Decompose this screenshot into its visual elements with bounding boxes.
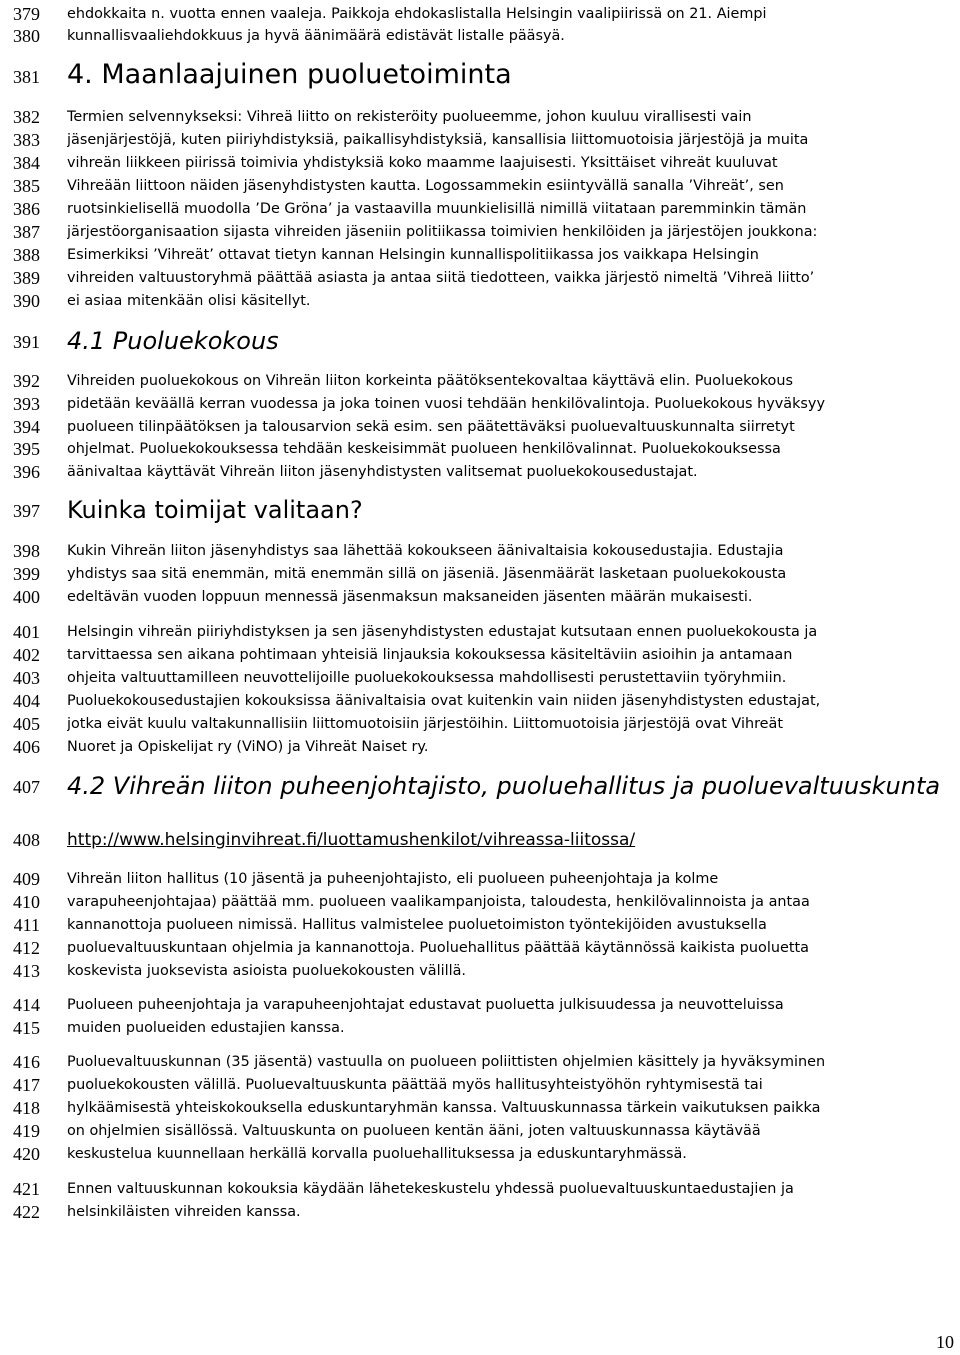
line-text: Vihreään liittoon näiden jäsenyhdistysten kautta. Logossammekin esiintyvällä sanalla ’Vihreät’, sen	[67, 178, 784, 194]
text-line	[0, 1119, 960, 1143]
line-number: 412	[13, 938, 40, 958]
text-line	[0, 689, 960, 713]
text-line	[0, 993, 960, 1017]
section-heading: 4. Maanlaajuinen puoluetoiminta	[67, 59, 512, 90]
line-text: ruotsinkielisellä muodolla ’De Gröna’ ja vastaavilla muunkielisillä nimillä viitataan paremminkin tämän	[67, 201, 807, 217]
line-text: edeltävän vuoden loppuun mennessä jäsenmaksun maksaneiden jäsenten määrän mukaisesti.	[67, 589, 753, 605]
text-line	[0, 105, 960, 129]
text-line	[0, 24, 960, 48]
line-number: 394	[13, 417, 40, 437]
text-line	[0, 735, 960, 759]
line-number: 379	[13, 4, 40, 24]
line-text: Ennen valtuuskunnan kokouksia käydään lähetekeskustelu yhdessä puoluevaltuuskuntaedustajien ja	[67, 1181, 794, 1197]
page-number: 10	[936, 1332, 954, 1352]
line-number: 382	[13, 107, 40, 127]
line-text: muiden puolueiden edustajien kanssa.	[67, 1020, 345, 1036]
text-line	[0, 913, 960, 937]
line-number: 421	[13, 1179, 40, 1199]
line-number: 416	[13, 1052, 40, 1072]
text-line	[0, 666, 960, 690]
text-line	[0, 959, 960, 983]
line-text: Nuoret ja Opiskelijat ry (ViNO) ja Vihreät Naiset ry.	[67, 739, 429, 755]
text-line	[0, 243, 960, 267]
line-number: 393	[13, 394, 40, 414]
text-line	[0, 712, 960, 736]
line-number: 385	[13, 176, 40, 196]
line-text: ohjeita valtuuttamilleen neuvottelijoille puoluekokouksessa mahdollisesti perustettaviin työryhmiin.	[67, 670, 787, 686]
line-number: 410	[13, 892, 40, 912]
text-line	[0, 460, 960, 484]
line-text: järjestöorganisaation sijasta vihreiden jäseniin politiikassa toimivien henkilöiden ja järjestöjen joukkona:	[67, 224, 818, 240]
subsection-heading: 4.1 Puoluekokous	[67, 327, 279, 355]
line-number: 408	[13, 830, 40, 850]
line-number: 402	[13, 645, 40, 665]
line-text: pidetään keväällä kerran vuodessa ja joka toinen vuosi tehdään henkilövalintoja. Puoluekokous hyväksyy	[67, 396, 825, 412]
text-line	[0, 620, 960, 644]
text-line	[0, 562, 960, 586]
line-text: äänivaltaa käyttävät Vihreän liiton jäsenyhdistysten valitsemat puoluekokousedustajat.	[67, 464, 698, 480]
line-number: 418	[13, 1098, 40, 1118]
line-number: 390	[13, 291, 40, 311]
text-line	[0, 890, 960, 914]
line-number: 414	[13, 995, 40, 1015]
line-number: 380	[13, 26, 40, 46]
line-text: varapuheenjohtajaa) päättää mm. puolueen vaalikampanjoista, taloudesta, henkilövalinnoista ja antaa	[67, 894, 810, 910]
line-text: hylkäämisestä yhteiskokouksella eduskuntaryhmän kanssa. Valtuuskunnassa tärkein vaikutuksen paikka	[67, 1100, 821, 1116]
section-heading-line	[0, 59, 960, 90]
line-text: keskustelua kuunnellaan herkällä korvalla puoluehallituksessa ja eduskuntaryhmässä.	[67, 1146, 687, 1162]
line-number: 422	[13, 1202, 40, 1222]
line-text: kannanottoja puolueen nimissä. Hallitus valmistelee puoluetoimiston työntekijöiden avustuksella	[67, 917, 767, 933]
line-text: on ohjelmien sisällössä. Valtuuskunta on puolueen kentän ääni, joten valtuuskunnassa käytävää	[67, 1123, 761, 1139]
subsection-heading-line	[0, 327, 960, 355]
text-line	[0, 1096, 960, 1120]
line-text: yhdistys saa sitä enemmän, mitä enemmän sillä on jäseniä. Jäsenmäärät lasketaan puoluekokousta	[67, 566, 787, 582]
line-text: kunnallisvaaliehdokkuus ja hyvä äänimäärä edistävät listalle pääsyä.	[67, 28, 565, 44]
line-number: 387	[13, 222, 40, 242]
text-line	[0, 289, 960, 313]
line-text: jotka eivät kuulu valtakunnallisiin liittomuotoisiin järjestöihin. Liittomuotoisia järjestöjä ovat Vihreät	[67, 716, 783, 732]
line-text: puoluevaltuuskuntaan ohjelmia ja kannanottoja. Puoluehallitus päättää käytännössä kaikista puoluetta	[67, 940, 809, 956]
line-text: helsinkiläisten vihreiden kanssa.	[67, 1204, 301, 1220]
line-number: 381	[13, 67, 40, 87]
line-number: 406	[13, 737, 40, 757]
question-heading: Kuinka toimijat valitaan?	[67, 496, 363, 524]
line-number: 396	[13, 462, 40, 482]
text-line	[0, 867, 960, 891]
line-text: ehdokkaita n. vuotta ennen vaaleja. Paikkoja ehdokaslistalla Helsingin vaalipiirissä on 21. Aiempi	[67, 6, 767, 22]
line-text: jäsenjärjestöjä, kuten piiriyhdistyksiä, paikallisyhdistyksiä, kansallisia liittomuotoisia järjestöjä ja muita	[67, 132, 809, 148]
text-line	[0, 2, 960, 26]
line-number: 411	[13, 915, 40, 935]
line-text: Puoluekokousedustajien kokouksissa äänivaltaisia ovat kuitenkin vain niiden jäsenyhdistysten edustajat,	[67, 693, 821, 709]
line-number: 404	[13, 691, 40, 711]
line-number: 407	[13, 777, 40, 797]
heading-line	[0, 496, 960, 524]
text-line	[0, 539, 960, 563]
text-line	[0, 437, 960, 461]
line-number: 409	[13, 869, 40, 889]
text-line	[0, 1016, 960, 1040]
text-line	[0, 1200, 960, 1224]
line-number: 389	[13, 268, 40, 288]
text-line	[0, 1073, 960, 1097]
text-line	[0, 415, 960, 439]
text-line	[0, 585, 960, 609]
line-text: vihreiden valtuustoryhmä päättää asiasta ja antaa siitä tiedotteen, vaikka järjestö nimeltä ’Vihreä liitto’	[67, 270, 815, 286]
line-text: ei asiaa mitenkään olisi käsitellyt.	[67, 293, 311, 309]
line-number: 400	[13, 587, 40, 607]
line-number: 392	[13, 371, 40, 391]
line-number: 405	[13, 714, 40, 734]
text-line	[0, 1177, 960, 1201]
line-text: Kukin Vihreän liiton jäsenyhdistys saa lähettää kokoukseen äänivaltaisia kokousedustajia. Edustajia	[67, 543, 784, 559]
text-line	[0, 174, 960, 198]
text-line	[0, 369, 960, 393]
line-number: 413	[13, 961, 40, 981]
line-text: Vihreän liiton hallitus (10 jäsentä ja puheenjohtajisto, eli puolueen puheenjohtaja ja kolme	[67, 871, 719, 887]
line-text: Esimerkiksi ’Vihreät’ ottavat tietyn kannan Helsingin kunnallispolitiikassa jos vaikkapa Helsingin	[67, 247, 759, 263]
text-line	[0, 197, 960, 221]
line-number: 391	[13, 332, 40, 352]
line-number: 384	[13, 153, 40, 173]
line-number: 383	[13, 130, 40, 150]
line-text: Termien selvennykseksi: Vihreä liitto on rekisteröity puolueemme, johon kuuluu virallisesti vain	[67, 109, 752, 125]
subsection-heading-line	[0, 772, 960, 800]
line-number: 397	[13, 501, 40, 521]
text-line	[0, 392, 960, 416]
line-number: 386	[13, 199, 40, 219]
line-text: tarvittaessa sen aikana pohtimaan yhteisiä linjauksia kokouksessa käsiteltäviin asioihin ja antamaan	[67, 647, 793, 663]
text-line	[0, 643, 960, 667]
line-text: vihreän liikkeen piirissä toimivia yhdistyksiä koko maamme laajuisesti. Yksittäiset vihreät kuuluvat	[67, 155, 778, 171]
text-line	[0, 128, 960, 152]
link-line	[0, 828, 960, 852]
line-number: 388	[13, 245, 40, 265]
line-number: 398	[13, 541, 40, 561]
line-number: 399	[13, 564, 40, 584]
text-line	[0, 1142, 960, 1166]
line-number: 403	[13, 668, 40, 688]
line-number: 401	[13, 622, 40, 642]
text-line	[0, 151, 960, 175]
text-line	[0, 266, 960, 290]
line-text: puolueen tilinpäätöksen ja talousarvion sekä esim. sen päätettäväksi puoluevaltuuskunnalta siirretyt	[67, 419, 795, 435]
line-number: 420	[13, 1144, 40, 1164]
text-line	[0, 936, 960, 960]
line-text: koskevista juoksevista asioista puoluekokousten välillä.	[67, 963, 466, 979]
line-number: 417	[13, 1075, 40, 1095]
line-text: Vihreiden puoluekokous on Vihreän liiton korkeinta päätöksentekovaltaa käyttävä elin. Puoluekokous	[67, 373, 793, 389]
line-text: puoluekokousten välillä. Puoluevaltuuskunta päättää myös hallitusyhteistyöhön ryhtymisestä tai	[67, 1077, 763, 1093]
line-number: 395	[13, 439, 40, 459]
text-line	[0, 1050, 960, 1074]
line-text: ohjelmat. Puoluekokouksessa tehdään keskeisimmät puolueen henkilövalinnat. Puoluekokouksessa	[67, 441, 781, 457]
text-line	[0, 220, 960, 244]
reference-link[interactable]: http://www.helsinginvihreat.fi/luottamushenkilot/vihreassa-liitossa/	[67, 830, 636, 850]
line-number: 419	[13, 1121, 40, 1141]
subsection-heading: 4.2 Vihreän liiton puheenjohtajisto, puoluehallitus ja puoluevaltuuskunta	[67, 772, 941, 800]
line-number: 415	[13, 1018, 40, 1038]
line-text: Puoluevaltuuskunnan (35 jäsentä) vastuulla on puolueen poliittisten ohjelmien käsittely ja hyväksyminen	[67, 1054, 826, 1070]
line-text: Helsingin vihreän piiriyhdistyksen ja sen jäsenyhdistysten edustajat kutsutaan ennen puoluekokousta ja	[67, 624, 818, 640]
line-text: Puolueen puheenjohtaja ja varapuheenjohtajat edustavat puoluetta julkisuudessa ja neuvotteluissa	[67, 997, 784, 1013]
